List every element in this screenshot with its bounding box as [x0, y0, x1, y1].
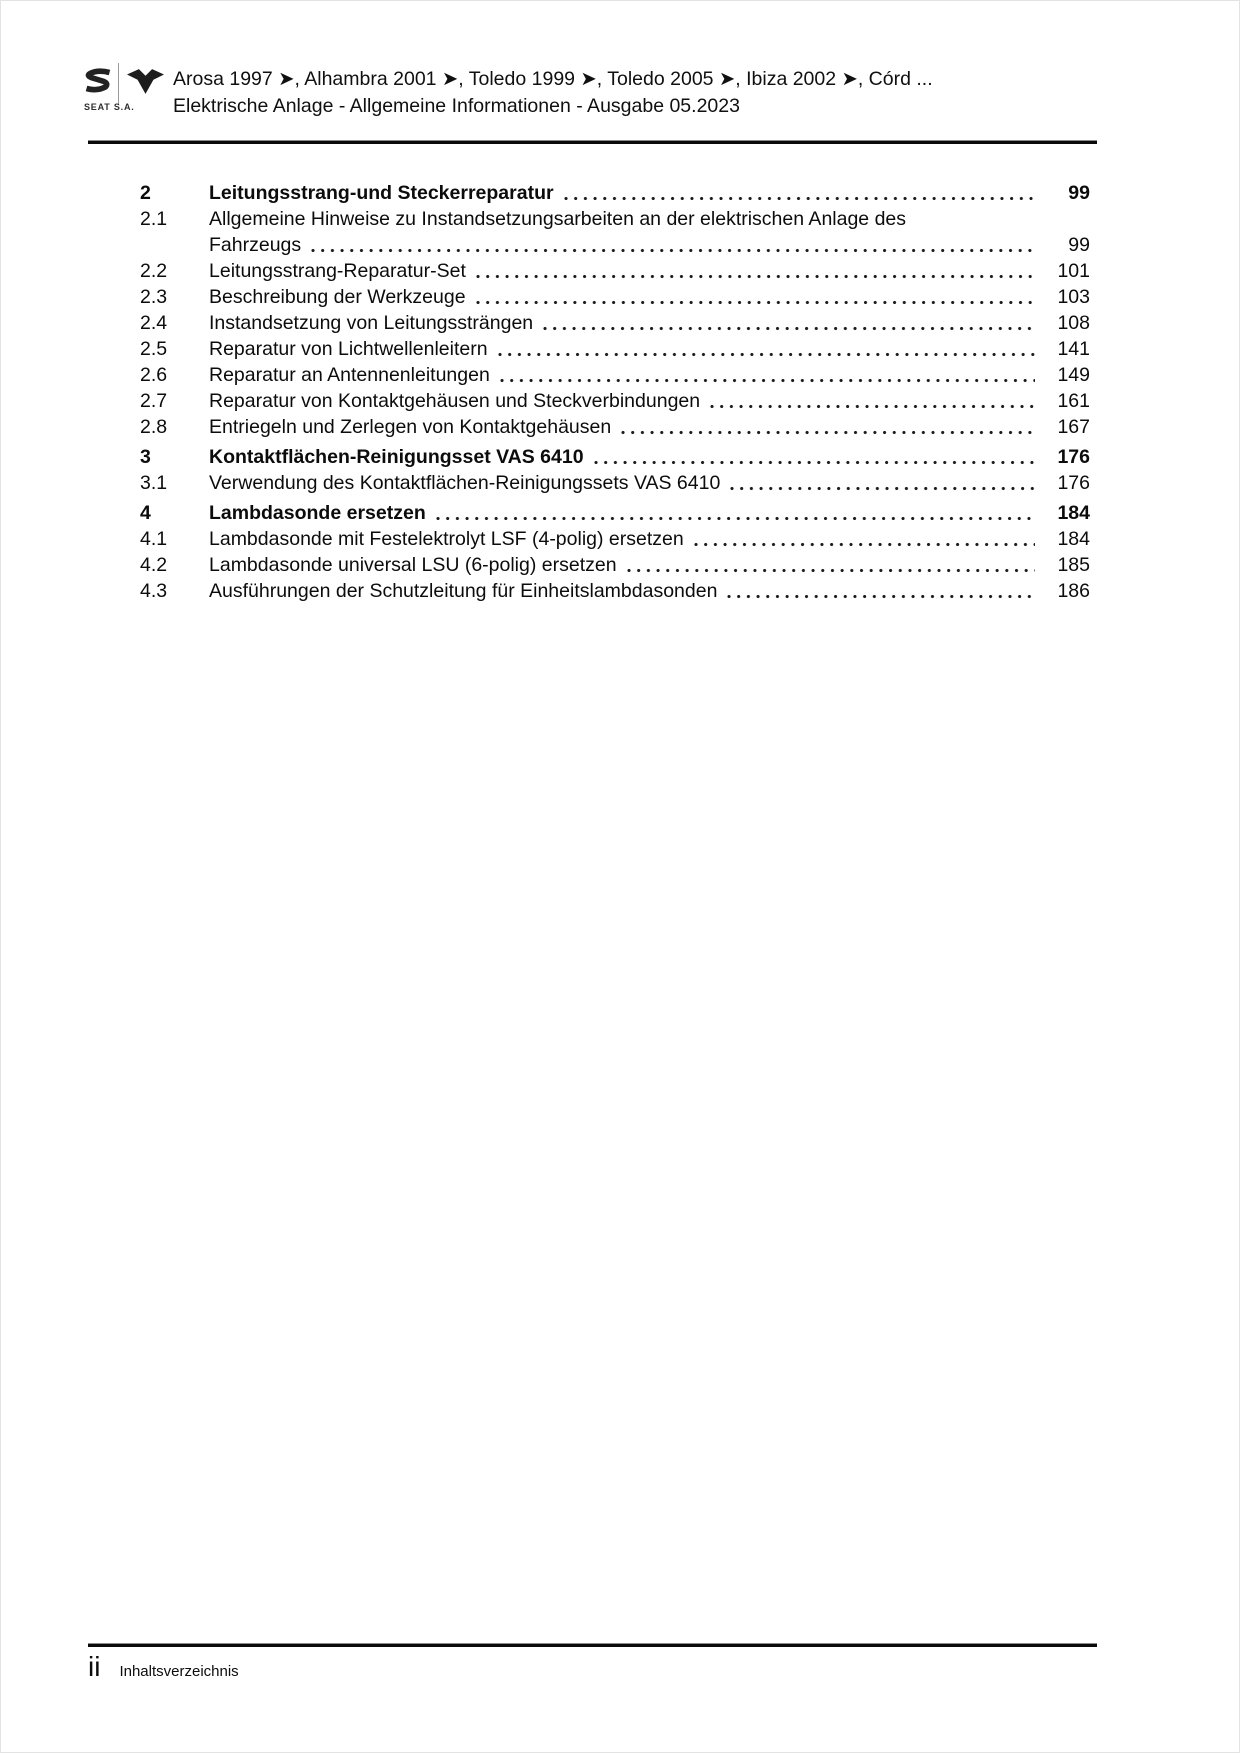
toc-entry-number: 2.7: [140, 390, 168, 412]
toc-entry-page: 103: [1057, 286, 1090, 308]
toc-entry: [140, 500, 1090, 526]
toc-entry: [140, 206, 1090, 258]
toc-entry: [140, 414, 1090, 440]
toc-entry: [140, 444, 1090, 470]
toc-entry: [140, 284, 1090, 310]
toc-entry: [140, 336, 1090, 362]
footer-page-number: ii: [88, 1651, 101, 1682]
toc-entry-page: 176: [1057, 472, 1090, 494]
dot-leader: [727, 593, 1035, 600]
header-text: [173, 66, 1133, 120]
dot-leader: [730, 485, 1035, 492]
footer-section-label: Inhaltsverzeichnis: [119, 1663, 239, 1680]
logo-divider: [118, 63, 119, 104]
toc-entry-number: 3.1: [140, 472, 168, 494]
footer-rule: [88, 1643, 1097, 1647]
toc-entry-page: 141: [1057, 338, 1090, 360]
dot-leader: [694, 541, 1035, 548]
toc-entry-number: 4.2: [140, 554, 168, 576]
toc-entry: [140, 470, 1090, 496]
dot-leader: [564, 195, 1035, 202]
toc-entry-number: 2: [140, 182, 151, 204]
dot-leader: [627, 567, 1035, 574]
toc-entry-page: 108: [1057, 312, 1090, 334]
toc-entry-page: 176: [1057, 446, 1090, 468]
dot-leader: [311, 247, 1035, 254]
seat-logo-icon: [85, 68, 111, 95]
dot-leader: [436, 515, 1035, 522]
toc-entry-title: Lambdasonde universal LSU (6-polig) ersetzen: [209, 554, 617, 576]
toc-entry-page: 161: [1057, 390, 1090, 412]
toc-entry-page: 101: [1057, 260, 1090, 282]
toc-entry-title: Fahrzeugs: [209, 234, 302, 256]
toc-entry-number: 2.1: [140, 208, 168, 230]
toc-entry-page: 99: [1068, 182, 1090, 204]
toc-entry-title: Lambdasonde ersetzen: [209, 502, 426, 524]
dot-leader: [594, 459, 1035, 466]
toc-entry: [140, 258, 1090, 284]
toc-entry-body: [209, 206, 1090, 258]
toc-entry-title: Instandsetzung von Leitungssträngen: [209, 312, 534, 334]
toc-entry: [140, 388, 1090, 414]
toc-list: [140, 176, 1090, 604]
header-subtitle-line: Elektrische Anlage - Allgemeine Informationen - Ausgabe 05.2023: [173, 95, 740, 117]
toc-entry-title: Allgemeine Hinweise zu Instandsetzungsarbeiten an der elektrischen Anlage des: [209, 208, 907, 230]
toc-entry-number: 2.2: [140, 260, 168, 282]
toc-entry-page: 167: [1057, 416, 1090, 438]
toc-entry-number: 4: [140, 502, 151, 524]
toc-entry-number: 2.3: [140, 286, 168, 308]
toc-entry-page: 184: [1057, 502, 1090, 524]
toc-entry-page: 149: [1057, 364, 1090, 386]
toc-entry-number: 3: [140, 446, 151, 468]
dot-leader: [710, 403, 1035, 410]
toc-entry-title: Verwendung des Kontaktflächen-Reinigungssets VAS 6410: [209, 472, 721, 494]
toc-entry-title: Reparatur von Kontaktgehäusen und Steckverbindungen: [209, 390, 701, 412]
toc-entry-number: 2.5: [140, 338, 168, 360]
dot-leader: [621, 429, 1035, 436]
toc-entry-title: Kontaktflächen-Reinigungsset VAS 6410: [209, 446, 584, 468]
toc-entry-title: Leitungsstrang-und Steckerreparatur: [209, 182, 554, 204]
toc-entry-number: 2.6: [140, 364, 168, 386]
toc-entry-title-continuation: [209, 232, 1090, 258]
toc-entry-page: 186: [1057, 580, 1090, 602]
toc-entry-number: 4.3: [140, 580, 168, 602]
toc-entry: [140, 180, 1090, 206]
cupra-logo-icon: [127, 68, 164, 95]
toc-entry-title: Reparatur von Lichtwellenleitern: [209, 338, 488, 360]
dot-leader: [476, 273, 1035, 280]
dot-leader: [500, 377, 1035, 384]
toc-entry-page: 185: [1057, 554, 1090, 576]
toc-entry-title: Ausführungen der Schutzleitung für Einheitslambdasonden: [209, 580, 718, 602]
dot-leader: [476, 299, 1035, 306]
toc-entry: [140, 578, 1090, 604]
seat-company-label: SEAT S.A.: [84, 102, 135, 112]
toc-entry-number: 2.8: [140, 416, 168, 438]
toc-entry: [140, 552, 1090, 578]
toc-entry-number: 4.1: [140, 528, 168, 550]
toc-entry-number: 2.4: [140, 312, 168, 334]
header-rule: [88, 140, 1097, 144]
toc-entry-page: 184: [1057, 528, 1090, 550]
toc-entry: [140, 310, 1090, 336]
toc-entry-title: Leitungsstrang-Reparatur-Set: [209, 260, 466, 282]
toc-entry-page: 99: [1068, 234, 1090, 256]
header-models-line: Arosa 1997 ➤, Alhambra 2001 ➤, Toledo 1999 ➤, Toledo 2005 ➤, Ibiza 2002 ➤, Córd ...: [173, 68, 933, 90]
toc-entry-title: Beschreibung der Werkzeuge: [209, 286, 466, 308]
dot-leader: [498, 351, 1035, 358]
footer: [88, 1652, 239, 1682]
dot-leader: [543, 325, 1035, 332]
toc-entry: [140, 526, 1090, 552]
toc-entry-title: Entriegeln und Zerlegen von Kontaktgehäusen: [209, 416, 612, 438]
toc-entry-title: Reparatur an Antennenleitungen: [209, 364, 490, 386]
toc-entry-title: Lambdasonde mit Festelektrolyt LSF (4-polig) ersetzen: [209, 528, 684, 550]
toc-entry: [140, 362, 1090, 388]
